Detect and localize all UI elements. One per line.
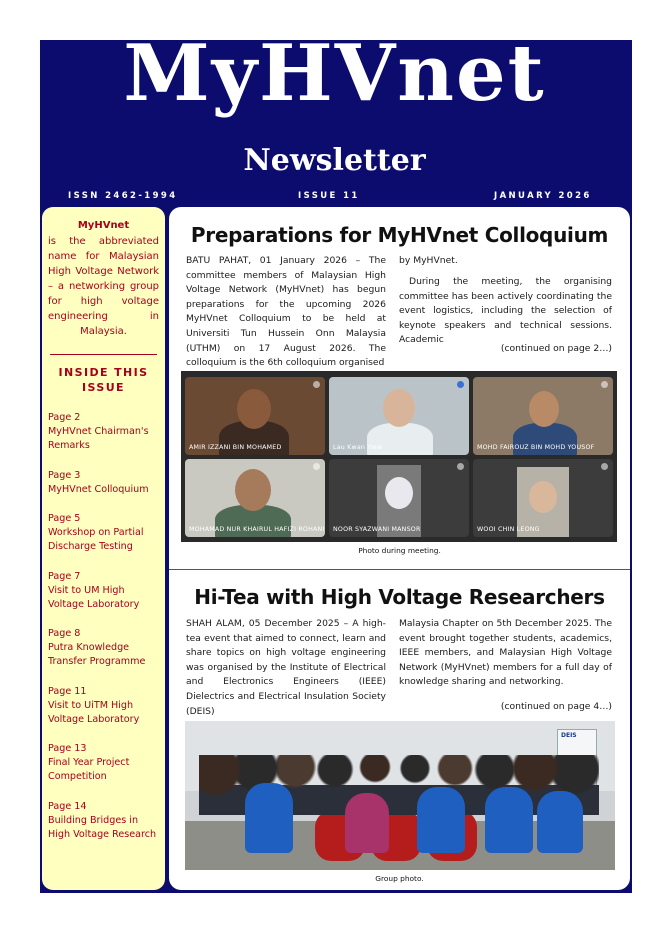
contents-item[interactable] xyxy=(48,469,159,497)
meeting-photo xyxy=(181,371,617,542)
contents-item[interactable] xyxy=(48,512,159,554)
issn-label: ISSN 2462-1994 xyxy=(68,191,178,201)
participant-name: AMIR IZZANI BIN MOHAMED xyxy=(189,444,282,451)
article1-column2-start: by MyHVnet. xyxy=(399,255,458,266)
mic-icon xyxy=(313,381,320,388)
article2-title: Hi-Tea with High Voltage Researchers xyxy=(194,585,605,609)
contents-page: Page 13 xyxy=(48,743,87,754)
contents-title: Visit to UM High Voltage Laboratory xyxy=(48,584,140,610)
contents-item[interactable] xyxy=(48,411,159,453)
contents-title: MyHVnet Chairman's Remarks xyxy=(48,426,149,451)
article1-continued[interactable]: (continued on page 2…) xyxy=(500,343,612,354)
contents-page: Page 5 xyxy=(48,513,81,524)
video-tile xyxy=(185,377,325,455)
sidebar-divider xyxy=(50,354,157,355)
contents-page: Page 3 xyxy=(48,469,81,481)
video-tile xyxy=(185,459,325,537)
contents-title: Workshop on Partial Discharge Testing xyxy=(48,527,144,552)
sidebar-description: is the abbreviated name for Malaysian High Voltage Network – a networking group for high voltage engineering in Malaysia. xyxy=(48,236,159,337)
article-divider xyxy=(169,569,630,570)
main-panel xyxy=(169,207,630,890)
mic-icon xyxy=(313,463,320,470)
participant-name: MOHAMAD NUR KHAIRUL HAFIZI ROHANI xyxy=(189,526,325,533)
contents-item[interactable] xyxy=(48,685,159,727)
issue-label: ISSUE 11 xyxy=(298,191,360,201)
article1-title: Preparations for MyHVnet Colloquium xyxy=(190,223,609,247)
contents-page: Page 14 xyxy=(48,800,87,812)
contents-title: Putra Knowledge Transfer Programme xyxy=(48,642,146,667)
contents-title: MyHVnet Colloquium xyxy=(48,483,149,495)
sidebar-brand: MyHVnet xyxy=(77,220,130,231)
article2-column1: SHAH ALAM, 05 December 2025 – A high-tea event that aimed to connect, learn and share topics on high voltage engineering was organised by the Institute of Electrical and Electronics Engineers (IEEE) Dielectrics and Electrical Insulation Society (DEIS) xyxy=(186,618,386,717)
group-photo-caption: Group photo. xyxy=(375,874,424,883)
deis-banner: DEIS xyxy=(557,729,597,789)
group-photo xyxy=(185,721,615,870)
article1-column2: During the meeting, the organising committee has been actively coordinating the event logistics, including the selection of keynote speakers and technical sessions. Academic xyxy=(399,276,612,346)
meeting-photo-caption: Photo during meeting. xyxy=(358,546,441,555)
contents-page: Page 7 xyxy=(48,570,81,582)
newsletter-title: MyHVnet xyxy=(123,28,546,119)
person xyxy=(537,791,583,853)
video-tile xyxy=(473,377,613,455)
date-label: JANUARY 2026 xyxy=(494,191,592,201)
contents-page: Page 11 xyxy=(48,685,87,697)
article2-column2: Malaysia Chapter on 5th December 2025. The event brought together students, academics, IEEE members, and Malaysian High Voltage Network (MyHVnet) members for a full day of knowledge sharing and networking. xyxy=(399,618,612,688)
video-tile xyxy=(473,459,613,537)
contents-item[interactable] xyxy=(48,742,159,784)
contents-list xyxy=(48,411,159,842)
contents-item[interactable] xyxy=(48,800,159,842)
participant-name: NOOR SYAZWANI MANSOR xyxy=(333,526,421,533)
contents-page: Page 8 xyxy=(48,628,81,639)
contents-title: Visit to UiTM High Voltage Laboratory xyxy=(48,699,140,725)
contents-title: Final Year Project Competition xyxy=(48,757,130,782)
sidebar xyxy=(42,207,165,890)
person xyxy=(417,787,465,853)
article2-continued[interactable]: (continued on page 4…) xyxy=(500,701,612,712)
participant-name: WOOI CHIN LEONG xyxy=(477,526,540,533)
person xyxy=(485,787,533,853)
newsletter-subtitle: Newsletter xyxy=(243,143,426,178)
contents-page: Page 2 xyxy=(48,412,81,423)
mic-icon xyxy=(601,381,608,388)
person xyxy=(345,793,389,853)
participant-name: MOHD FAIROUZ BIN MOHD YOUSOF xyxy=(477,444,595,451)
person xyxy=(245,783,293,853)
video-tile xyxy=(329,377,469,455)
video-tile xyxy=(329,459,469,537)
article1-column1: BATU PAHAT, 01 January 2026 – The committee members of Malaysian High Voltage Network (MyHVnet) has begun preparations for the upcoming 2026 MyHVnet Colloquium to be held at Universiti Tun Hussein Onn Malaysia (UTHM) on 17 August 2026. The colloquium is the 6th colloquium organised xyxy=(186,255,386,369)
mic-icon xyxy=(601,463,608,470)
more-options-icon[interactable] xyxy=(457,381,464,388)
contents-item[interactable] xyxy=(48,627,159,669)
participant-name: Lau Kwan Yiew xyxy=(333,444,383,451)
mic-icon xyxy=(457,463,464,470)
contents-title: Building Bridges in High Voltage Research xyxy=(48,814,157,840)
inside-heading: INSIDE THIS ISSUE xyxy=(58,366,149,394)
contents-item[interactable] xyxy=(48,570,159,612)
